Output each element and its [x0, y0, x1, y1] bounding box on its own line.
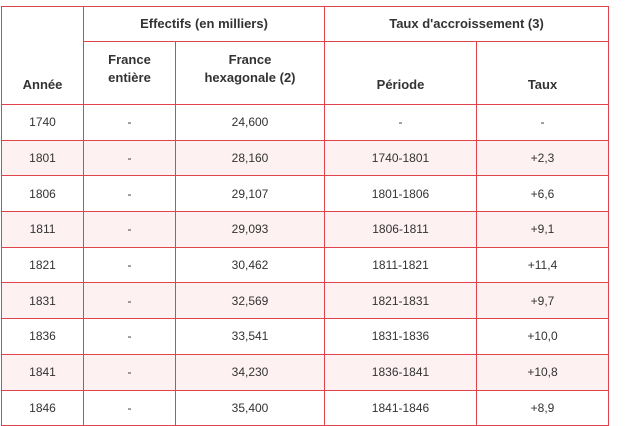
table-header — [2, 7, 609, 105]
population-table — [1, 6, 609, 426]
taux-cell: +9,1 — [477, 212, 609, 248]
periode-cell: 1841-1846 — [325, 390, 477, 426]
periode-header: Période — [325, 42, 477, 105]
france-entiere-cell: - — [84, 354, 176, 390]
france-entiere-cell: - — [84, 212, 176, 248]
table-row — [2, 140, 609, 176]
france-hexagonale-cell: 29,107 — [176, 176, 325, 212]
france-entiere-cell: - — [84, 140, 176, 176]
year-column-header: Année — [2, 7, 84, 105]
france-hexagonale-cell: 29,093 — [176, 212, 325, 248]
year-cell: 1740 — [2, 105, 84, 141]
taux-cell: +8,9 — [477, 390, 609, 426]
france-hexagonale-cell: 34,230 — [176, 354, 325, 390]
effectifs-group-header: Effectifs (en milliers) — [84, 7, 325, 42]
year-cell: 1801 — [2, 140, 84, 176]
france-hexagonale-cell: 35,400 — [176, 390, 325, 426]
taux-cell: +2,3 — [477, 140, 609, 176]
taux-header: Taux — [477, 42, 609, 105]
periode-cell: 1821-1831 — [325, 283, 477, 319]
table-row — [2, 283, 609, 319]
periode-cell: 1801-1806 — [325, 176, 477, 212]
france-hexagonale-header: France hexagonale (2) — [176, 42, 325, 105]
taux-cell: +6,6 — [477, 176, 609, 212]
year-cell: 1821 — [2, 247, 84, 283]
taux-cell: +11,4 — [477, 247, 609, 283]
france-hexagonale-cell: 30,462 — [176, 247, 325, 283]
periode-cell: 1831-1836 — [325, 319, 477, 355]
france-entiere-cell: - — [84, 283, 176, 319]
france-entiere-cell: - — [84, 390, 176, 426]
header-sub-row — [2, 42, 609, 105]
france-hexagonale-cell: 24,600 — [176, 105, 325, 141]
year-cell: 1806 — [2, 176, 84, 212]
table-row — [2, 105, 609, 141]
year-cell: 1836 — [2, 319, 84, 355]
france-hexagonale-cell: 28,160 — [176, 140, 325, 176]
france-hexagonale-cell: 33,541 — [176, 319, 325, 355]
periode-cell: 1806-1811 — [325, 212, 477, 248]
table-row — [2, 247, 609, 283]
france-entiere-cell: - — [84, 319, 176, 355]
taux-cell: +10,0 — [477, 319, 609, 355]
france-entiere-header: France entière — [84, 42, 176, 105]
header-group-row — [2, 7, 609, 42]
taux-cell: - — [477, 105, 609, 141]
year-cell: 1811 — [2, 212, 84, 248]
year-cell: 1831 — [2, 283, 84, 319]
france-entiere-cell: - — [84, 176, 176, 212]
table-row — [2, 176, 609, 212]
year-cell: 1841 — [2, 354, 84, 390]
taux-cell: +9,7 — [477, 283, 609, 319]
france-entiere-cell: - — [84, 105, 176, 141]
taux-group-header: Taux d'accroissement (3) — [325, 7, 609, 42]
table-body — [2, 105, 609, 426]
france-entiere-cell: - — [84, 247, 176, 283]
periode-cell: 1811-1821 — [325, 247, 477, 283]
table-row — [2, 390, 609, 426]
periode-cell: 1836-1841 — [325, 354, 477, 390]
population-table-container — [1, 6, 608, 426]
year-cell: 1846 — [2, 390, 84, 426]
table-row — [2, 354, 609, 390]
taux-cell: +10,8 — [477, 354, 609, 390]
periode-cell: - — [325, 105, 477, 141]
table-row — [2, 212, 609, 248]
periode-cell: 1740-1801 — [325, 140, 477, 176]
france-hexagonale-cell: 32,569 — [176, 283, 325, 319]
table-row — [2, 319, 609, 355]
